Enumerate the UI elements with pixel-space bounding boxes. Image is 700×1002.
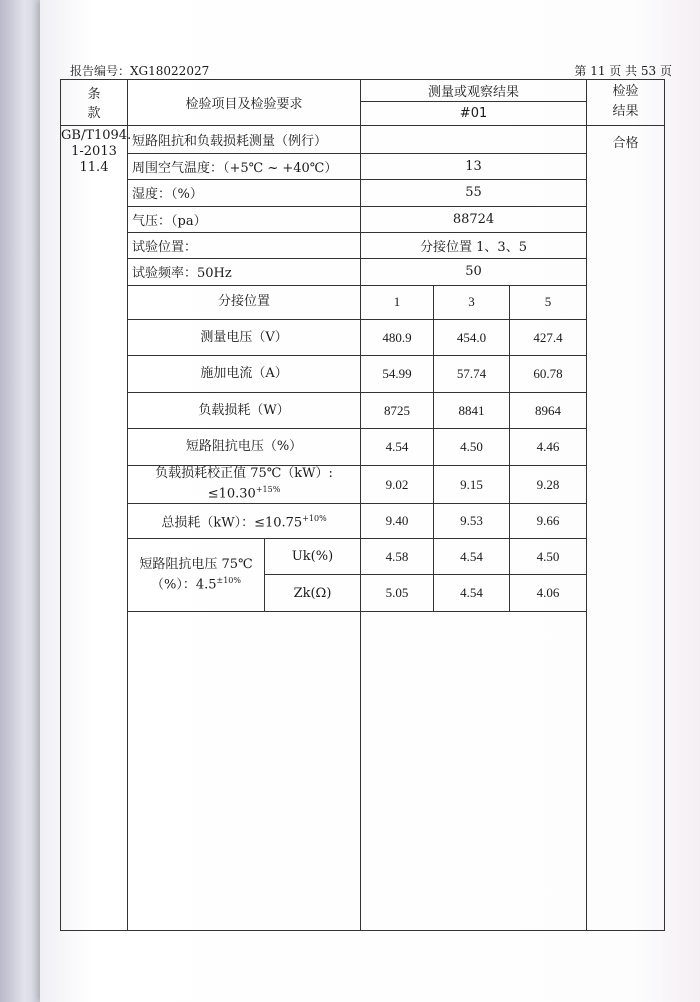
measured-voltage-label: 测量电压（V）: [128, 320, 361, 356]
zk-value: 5.05: [361, 575, 434, 611]
corrected-load-loss-value: 9.15: [434, 465, 510, 503]
tap-number: 1: [361, 285, 434, 319]
test-position-label: 试验位置：: [128, 232, 361, 258]
humidity-value: 55: [361, 180, 587, 206]
conclusion-header: [587, 80, 665, 126]
test-frequency-value: 50: [361, 259, 587, 285]
impedance-voltage-value: 4.46: [510, 429, 587, 465]
load-loss-value: 8841: [434, 392, 510, 428]
impedance-voltage-value: 4.50: [434, 429, 510, 465]
clause-line: GB/T1094.: [61, 127, 132, 143]
total-loss-value: 9.40: [361, 504, 434, 538]
blank-item-area: [128, 611, 361, 930]
tap-number: 5: [510, 285, 587, 319]
load-loss-label: 负载损耗（W）: [128, 392, 361, 428]
conclusion-header-line1: 检验: [612, 84, 639, 100]
impedance-75-limit: （%）：4.5: [150, 576, 217, 592]
impedance-75-tolerance: ±10%: [216, 575, 241, 585]
test-frequency-label: 试验频率：50Hz: [128, 259, 361, 285]
humidity-label: 湿度：（%）: [128, 180, 361, 206]
total-loss-limit: 总损耗（kW）：≤10.75: [161, 515, 303, 531]
corrected-load-loss-tolerance: +15%: [255, 485, 281, 495]
test-name: 短路阻抗和负载损耗测量（例行）: [128, 125, 361, 153]
sample-id: #01: [361, 102, 587, 125]
impedance-voltage-label: 短路阻抗电压（%）: [128, 429, 361, 465]
measured-voltage-value: 480.9: [361, 320, 434, 356]
load-loss-value: 8725: [361, 392, 434, 428]
corrected-load-loss-limit: ≤10.30: [207, 486, 256, 502]
test-name-value: [361, 125, 587, 153]
uk-label: Uk(%): [265, 538, 361, 574]
clause-line: 1-2013: [71, 143, 117, 159]
clause-ref: [61, 125, 132, 930]
report-number-value: XG18022027: [130, 64, 210, 78]
report-number-label: 报告编号：: [70, 64, 131, 78]
report-page: [40, 0, 700, 1002]
tap-number: 3: [434, 285, 510, 319]
pressure-value: 88724: [361, 206, 587, 232]
zk-label: Zk(Ω): [265, 575, 361, 611]
ambient-temp-value: 13: [361, 153, 587, 179]
item-header: 检验项目及检验要求: [128, 80, 361, 126]
tap-position-label: 分接位置: [128, 285, 361, 319]
applied-current-value: 60.78: [510, 356, 587, 392]
corrected-load-loss-label: [128, 465, 361, 503]
applied-current-label: 施加电流（A）: [128, 356, 361, 392]
uk-value: 4.54: [434, 538, 510, 574]
uk-value: 4.58: [361, 538, 434, 574]
impedance-75-label: [128, 538, 265, 611]
test-position-value: 分接位置 1、3、5: [361, 232, 587, 258]
book-binding-edge: [0, 0, 45, 1002]
zk-value: 4.54: [434, 575, 510, 611]
impedance-voltage-value: 4.54: [361, 429, 434, 465]
measured-voltage-value: 427.4: [510, 320, 587, 356]
inspection-table: [60, 79, 665, 931]
blank-result-area: [361, 611, 587, 930]
total-loss-value: 9.53: [434, 504, 510, 538]
clause-line: 11.4: [79, 159, 109, 175]
impedance-75-line1: 短路阻抗电压 75℃: [139, 556, 253, 572]
applied-current-value: 57.74: [434, 356, 510, 392]
verdict: 合格: [587, 125, 665, 930]
corrected-load-loss-line1: 负载损耗校正值 75℃（kW）:: [155, 466, 333, 482]
conclusion-header-line2: 结果: [612, 104, 639, 120]
corrected-load-loss-value: 9.02: [361, 465, 434, 503]
load-loss-value: 8964: [510, 392, 587, 428]
measured-voltage-value: 454.0: [434, 320, 510, 356]
zk-value: 4.06: [510, 575, 587, 611]
clause-header: 条款: [61, 80, 128, 126]
report-number: [70, 62, 209, 79]
pressure-label: 气压：（pa）: [128, 206, 361, 232]
ambient-temp-label: 周围空气温度：（+5℃ ~ +40℃）: [128, 153, 361, 179]
result-header: 测量或观察结果: [361, 80, 587, 102]
applied-current-value: 54.99: [361, 356, 434, 392]
page-indicator: 第 11 页 共 53 页: [574, 64, 672, 78]
total-loss-value: 9.66: [510, 504, 587, 538]
uk-value: 4.50: [510, 538, 587, 574]
total-loss-tolerance: +10%: [302, 513, 327, 523]
total-loss-label: [128, 504, 361, 538]
corrected-load-loss-value: 9.28: [510, 465, 587, 503]
